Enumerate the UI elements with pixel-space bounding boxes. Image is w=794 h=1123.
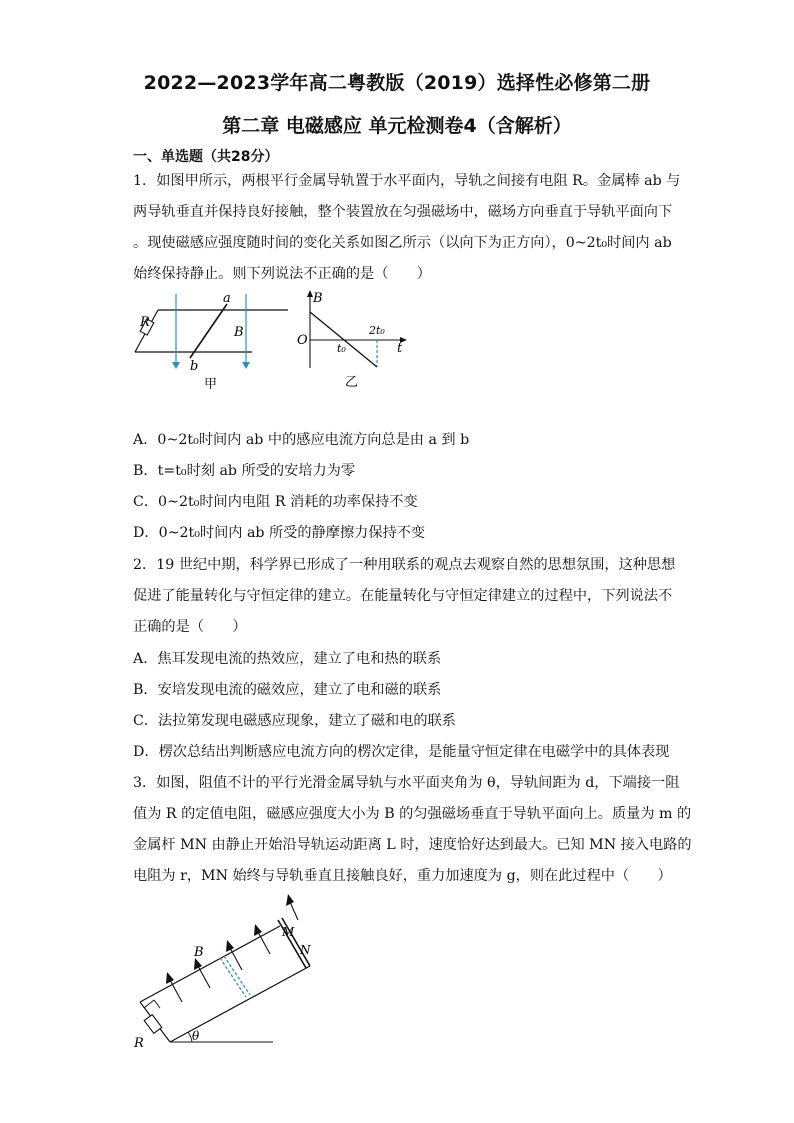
section-heading: 一、单选题（共28分）: [133, 149, 279, 165]
doc-title-line2: 第二章 电磁感应 单元检测卷4（含解析）: [222, 115, 572, 137]
q3-line-2: 值为 R 的定值电阻，磁感应强度大小为 B 的匀强磁场垂直于导轨平面向上。质量为 m 的: [133, 806, 692, 822]
q1-option-c: C．0~2t₀时间内电阻 R 消耗的功率保持不变: [133, 494, 418, 510]
q1-figure-yi: [295, 288, 415, 393]
q1-option-d: D．0~2t₀时间内 ab 所受的静摩擦力保持不变: [133, 525, 426, 541]
jia-label-R: R: [140, 315, 150, 330]
q2-line-2: 促进了能量转化与守恒定律的建立。在能量转化与守恒定律建立的过程中，下列说法不: [133, 588, 673, 604]
yi-label-B: B: [313, 291, 323, 306]
q2-option-b: B．安培发现电流的磁效应，建立了电和磁的联系: [133, 682, 442, 698]
q2-line-1: 2．19 世纪中期，科学界已形成了一种用联系的观点去观察自然的思想氛围，这种思想: [133, 557, 676, 573]
q2-line-3: 正确的是（ ）: [133, 619, 247, 635]
q3-line-3: 金属杆 MN 由静止开始沿导轨运动距离 L 时，速度恰好达到最大。已知 MN 接入电路的: [133, 837, 692, 853]
q1-option-a: A．0~2t₀时间内 ab 中的感应电流方向总是由 a 到 b: [133, 432, 470, 448]
jia-label-b: b: [190, 359, 199, 374]
doc-title-line1: 2022—2023学年高二粤教版（2019）选择性必修第二册: [143, 72, 651, 94]
q3-label-R: R: [134, 1036, 144, 1051]
jia-label-B: B: [234, 325, 244, 340]
q3-line-1: 3．如图，阻值不计的平行光滑金属导轨与水平面夹角为 θ，导轨间距为 d，下端接一阻: [133, 775, 680, 791]
q3-line-4: 电阻为 r，MN 始终与导轨垂直且接触良好，重力加速度为 g，则在此过程中（ ）: [133, 868, 672, 884]
q1-line-2: 两导轨垂直并保持良好接触，整个装置放在匀强磁场中，磁场方向垂直于导轨平面向下: [133, 204, 673, 220]
q3-label-B: B: [194, 945, 204, 960]
yi-caption: 乙: [345, 375, 359, 390]
yi-label-O: O: [297, 333, 308, 348]
q2-option-a: A．焦耳发现电流的热效应，建立了电和热的联系: [133, 651, 442, 667]
jia-label-a: a: [223, 291, 231, 306]
q1-line-3: 。现使磁感应强度随时间的变化关系如图乙所示（以向下为正方向），0~2t₀时间内 ab: [133, 235, 672, 251]
jia-caption: 甲: [204, 377, 218, 392]
q1-figure-jia: [130, 290, 300, 395]
yi-label-t0: t₀: [337, 342, 346, 355]
q1-option-b: B．t=t₀时刻 ab 所受的安培力为零: [133, 463, 356, 479]
yi-label-t: t: [397, 341, 403, 356]
yi-label-2t0: 2t₀: [369, 324, 385, 337]
q1-line-1: 1．如图甲所示，两根平行金属导轨置于水平面内，导轨之间接有电阻 R。金属棒 ab 与: [133, 173, 681, 189]
q3-label-N: N: [300, 943, 311, 957]
q1-line-4: 始终保持静止。则下列说法不正确的是（ ）: [133, 266, 431, 282]
q2-option-c: C．法拉第发现电磁感应现象，建立了磁和电的联系: [133, 713, 456, 729]
q3-label-M: M: [282, 925, 295, 939]
q2-option-d: D．楞次总结出判断感应电流方向的楞次定律，是能量守恒定律在电磁学中的具体表现: [133, 744, 670, 760]
q3-figure-incline: [130, 892, 330, 1052]
q3-label-theta: θ: [192, 1029, 200, 1043]
